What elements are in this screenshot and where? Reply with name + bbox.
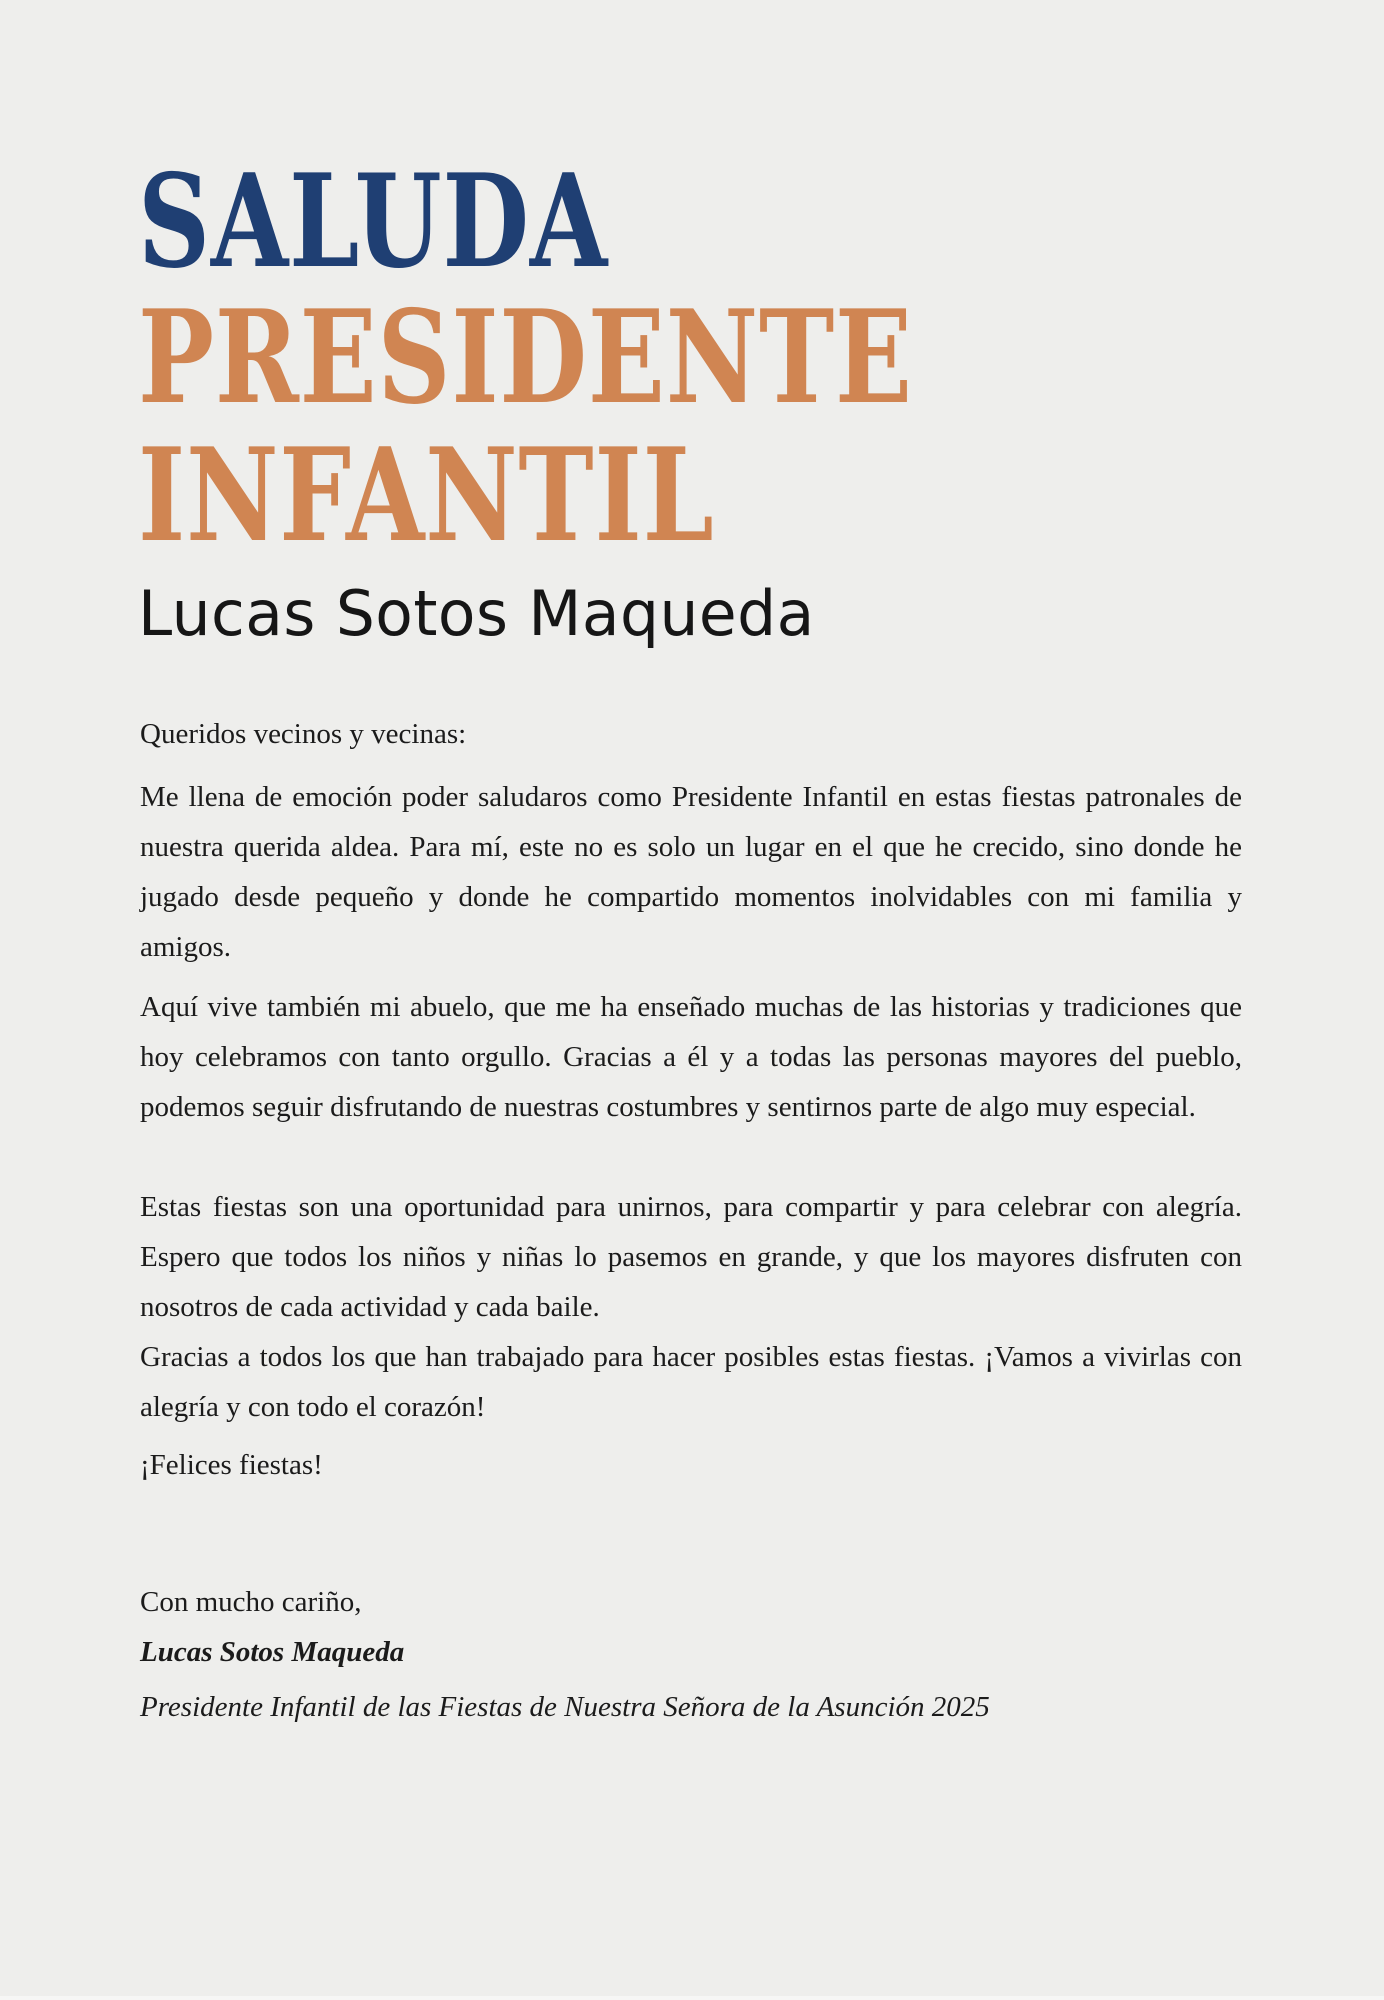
title-infantil: INFANTIL <box>138 421 715 571</box>
subtitle-name: Lucas Sotos Maqueda <box>138 577 815 650</box>
letter-paragraph: Me llena de emoción poder saludaros como Presidente Infantil en estas fiestas patronales de nuestra querida aldea. Para mí, este no es solo un lugar en el que he crecido, sino donde he jugado desde pequeño y donde he compartido momentos inolvidables con mi familia y amigos. <box>140 781 1242 963</box>
letter-paragraph: Estas fiestas son una oportunidad para unirnos, para compartir y para celebrar con alegría. Espero que todos los niños y niñas lo pasemos en grande, y que los mayores disfruten con nosotros de cada actividad y cada baile. <box>140 1191 1242 1323</box>
letter-paragraph: Aquí vive también mi abuelo, que me ha enseñado muchas de las historias y tradiciones que hoy celebramos con tanto orgullo. Gracias a él y a todas las personas mayores del pueblo, podemos seguir disfrutando de nuestras costumbres y sentirnos parte de algo muy especial. <box>140 991 1242 1123</box>
letter-closing: Con mucho cariño, <box>140 1586 362 1618</box>
signature-role: Presidente Infantil de las Fiestas de Nuestra Señora de la Asunción 2025 <box>140 1691 990 1723</box>
letter-paragraph: ¡Felices fiestas! <box>140 1449 323 1481</box>
signature-name: Lucas Sotos Maqueda <box>140 1636 405 1668</box>
letter-paragraph: Gracias a todos los que han trabajado para hacer posibles estas fiestas. ¡Vamos a vivirlas con alegría y con todo el corazón! <box>140 1341 1242 1423</box>
title-saluda: SALUDA <box>138 147 609 297</box>
letter-greeting: Queridos vecinos y vecinas: <box>140 718 467 750</box>
title-presidente: PRESIDENTE <box>138 283 913 433</box>
page-bottom-edge <box>0 1996 1384 2000</box>
